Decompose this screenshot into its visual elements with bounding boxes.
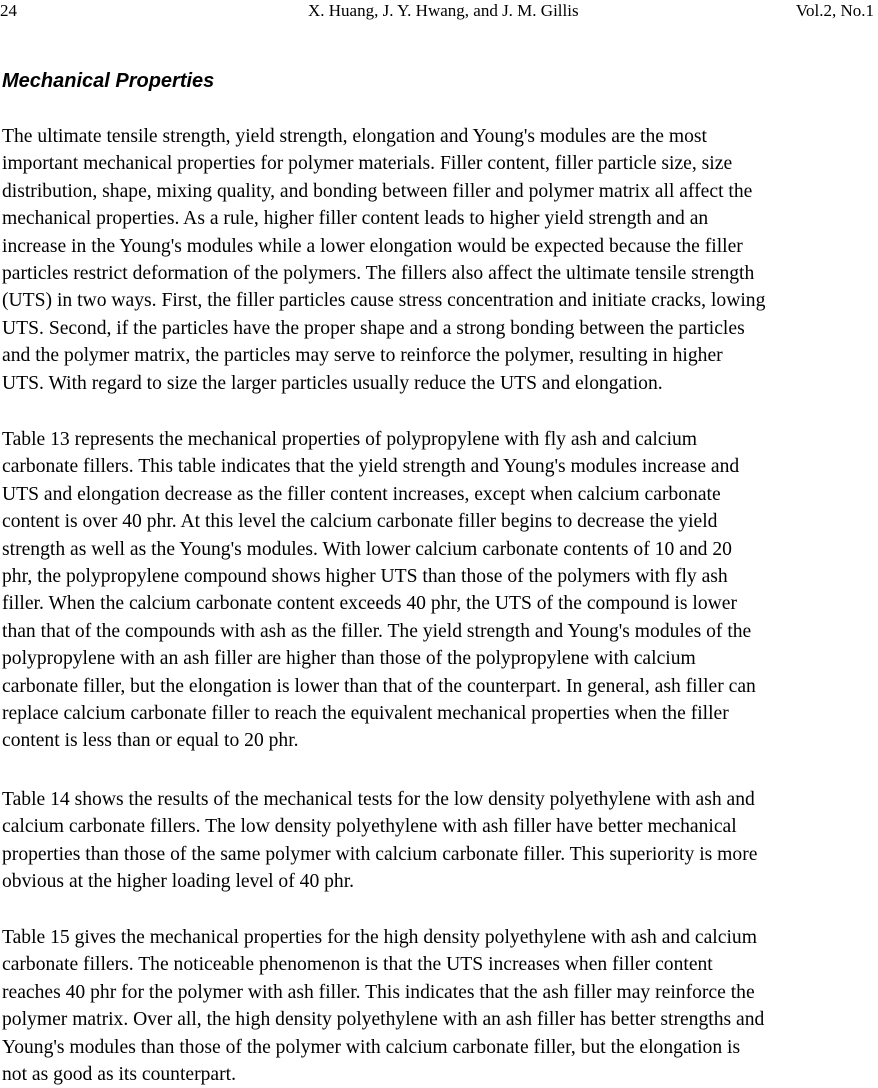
paragraph-line: properties than those of the same polymer with calcium carbonate filler. This superiority is more (2, 843, 758, 865)
paragraph-line: not as good as its counterpart. (2, 1064, 236, 1086)
paragraph-line: increase in the Young's modules while a lower elongation would be expected because the filler (2, 235, 743, 257)
section-heading: Mechanical Properties (2, 70, 215, 92)
paragraph-line: content is over 40 phr. At this level the calcium carbonate filler begins to decrease the yield (2, 511, 718, 533)
running-header (0, 0, 874, 24)
paragraph-line: mechanical properties. As a rule, higher filler content leads to higher yield strength and an (2, 208, 709, 230)
paragraph-line: strength as well as the Young's modules. With lower calcium carbonate contents of 10 and 20 (2, 538, 732, 560)
running-header-authors: X. Huang, J. Y. Hwang, and J. M. Gillis (308, 1, 579, 20)
paragraph-line: UTS. With regard to size the larger particles usually reduce the UTS and elongation. (2, 372, 663, 394)
paragraph-line: replace calcium carbonate filler to reach the equivalent mechanical properties when the filler (2, 703, 729, 725)
paragraph-line: UTS and elongation decrease as the filler content increases, except when calcium carbonate (2, 483, 721, 505)
paragraph-line: Table 14 shows the results of the mechanical tests for the low density polyethylene with ash and (2, 789, 755, 810)
page-number: 24 (0, 1, 17, 20)
paragraph-line: Table 13 represents the mechanical properties of polypropylene with fly ash and calcium (2, 429, 698, 450)
paragraph-table-13-polypropylene (2, 426, 756, 755)
paragraph-line: important mechanical properties for polymer materials. Filler content, filler particle size, size (2, 153, 733, 175)
paragraph-line: carbonate filler, but the elongation is lower than that of the counterpart. In general, ash filler can (2, 675, 756, 697)
paragraph-line: filler. When the calcium carbonate content exceeds 40 phr, the UTS of the compound is lower (2, 593, 738, 615)
paragraph-line: reaches 40 phr for the polymer with ash filler. This indicates that the ash filler may reinforce the (2, 981, 755, 1003)
paragraph-table-15-hdpe (2, 924, 764, 1088)
paragraph-line: particles restrict deformation of the polymers. The fillers also affect the ultimate tensile strength (2, 263, 755, 285)
paragraph-line: distribution, shape, mixing quality, and bonding between filler and polymer matrix all affect the (2, 180, 753, 202)
paragraph-line: (UTS) in two ways. First, the filler particles cause stress concentration and initiate cracks, lowing (2, 290, 766, 312)
paragraph-line: Young's modules than those of the polymer with calcium carbonate filler, but the elongation is (2, 1036, 741, 1058)
paragraph-line: polymer matrix. Over all, the high density polyethylene with an ash filler has better strengths and (2, 1009, 765, 1031)
paragraph-mechanical-properties-intro (2, 123, 765, 397)
paragraph-line: The ultimate tensile strength, yield strength, elongation and Young's modules are the most (2, 126, 707, 147)
paragraph-line: and the polymer matrix, the particles may serve to reinforce the polymer, resulting in higher (2, 345, 723, 367)
paragraph-line: content is less than or equal to 20 phr. (2, 730, 299, 752)
running-header-volume: Vol.2, No.1 (795, 1, 874, 20)
paragraph-line: calcium carbonate fillers. The low density polyethylene with ash filler have better mechanical (2, 816, 737, 838)
paragraph-line: Table 15 gives the mechanical properties for the high density polyethylene with ash and calcium (2, 927, 757, 948)
paragraph-line: carbonate fillers. This table indicates that the yield strength and Young's modules increase and (2, 456, 740, 478)
paragraph-line: than that of the compounds with ash as the filler. The yield strength and Young's modules of the (2, 620, 752, 642)
paragraph-line: obvious at the higher loading level of 40 phr. (2, 871, 355, 893)
paragraph-line: carbonate fillers. The noticeable phenomenon is that the UTS increases when filler content (2, 954, 713, 976)
paragraph-line: phr, the polypropylene compound shows higher UTS than those of the polymers with fly ash (2, 566, 728, 588)
paragraph-table-14-ldpe (2, 786, 757, 896)
paragraph-line: polypropylene with an ash filler are higher than those of the polypropylene with calcium (2, 648, 696, 670)
paragraph-line: UTS. Second, if the particles have the proper shape and a strong bonding between the particles (2, 317, 745, 339)
